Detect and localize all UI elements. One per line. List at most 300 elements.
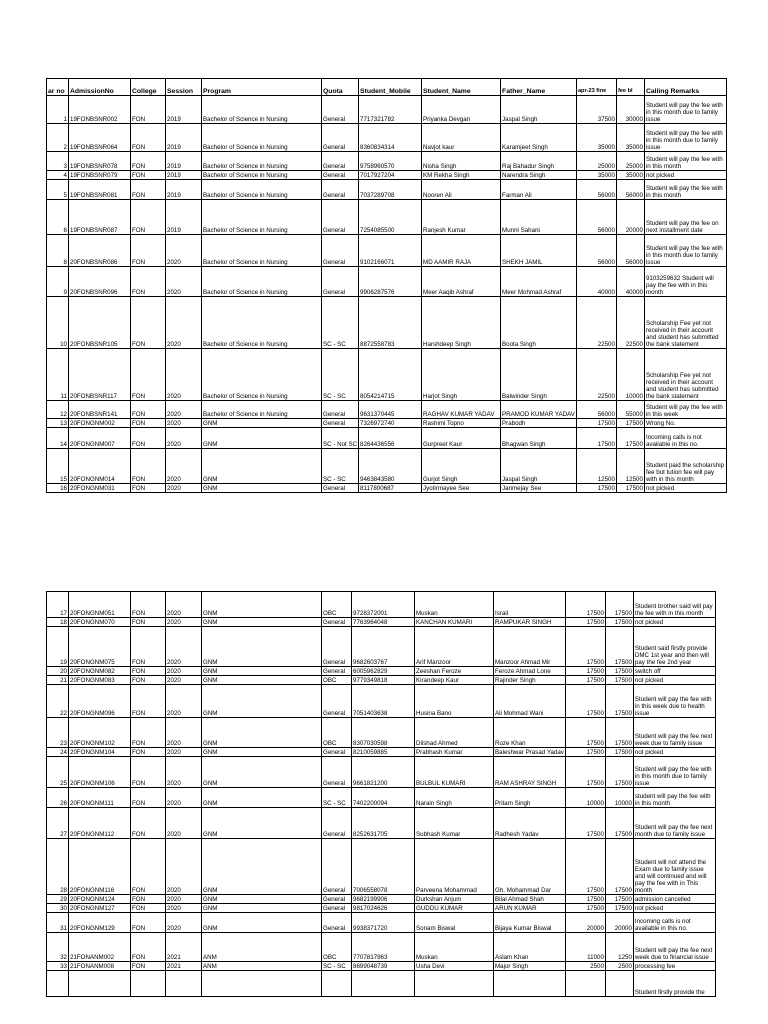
admission-no-cell: 20FONGNM129 xyxy=(69,913,131,933)
sr-no-cell: 18 xyxy=(47,618,69,627)
college-cell: FON xyxy=(131,895,166,904)
program-cell: Bachelor of Science in Nursing xyxy=(202,200,322,235)
calling-remarks-cell: admission cancelled xyxy=(633,895,715,904)
table-row xyxy=(47,676,716,685)
sr-no-cell: 3 xyxy=(47,152,69,171)
sr-no-cell: 14 xyxy=(47,428,69,449)
fee-balance-cell: 10000 xyxy=(616,349,644,401)
apr-fine-cell: 25000 xyxy=(576,152,616,171)
session-cell: 2020 xyxy=(166,685,202,718)
admission-no-cell: 19FONBSNR078 xyxy=(69,152,131,171)
mobile-cell: 8252631705 xyxy=(352,808,415,839)
admission-no-cell: 20FONGNM082 xyxy=(69,667,131,676)
mobile-cell: 9102166071 xyxy=(359,235,422,267)
college-cell: FON xyxy=(131,667,166,676)
mobile-cell: 9779349818 xyxy=(352,676,415,685)
table-row xyxy=(47,349,727,401)
admission-no-cell: 20FONGNM083 xyxy=(69,676,131,685)
header-cell: Calling Remarks xyxy=(644,79,726,96)
student-name-cell: Nooren Ali xyxy=(422,180,501,200)
program-cell: GNM xyxy=(202,913,322,933)
quota-cell: General xyxy=(322,124,359,152)
college-cell: FON xyxy=(131,757,166,788)
father-name-cell: RAM ASHRAY SINGH xyxy=(494,757,566,788)
program-cell: GNM xyxy=(202,757,322,788)
quota-cell: General xyxy=(322,748,352,757)
admission-no-cell: 20FONGNM031 xyxy=(69,484,131,493)
apr-fine-cell: 17500 xyxy=(565,627,605,667)
college-cell: FON xyxy=(131,152,166,171)
father-name-cell: Jaspal Singh xyxy=(501,449,577,484)
admission-no-cell: 20FONGNM075 xyxy=(69,627,131,667)
table-row xyxy=(47,267,727,297)
calling-remarks-cell: Student will pay the fee with in this week xyxy=(644,401,726,419)
apr-fine-cell: 20000 xyxy=(565,913,605,933)
fee-table-top xyxy=(46,78,727,493)
session-cell: 2019 xyxy=(166,180,202,200)
father-name-cell: Meer Mohmad Ashraf xyxy=(501,267,577,297)
mobile-cell: 7051403638 xyxy=(352,685,415,718)
calling-remarks-cell: Student will pay the fee next week due to financial issue xyxy=(633,933,715,962)
program-cell: GNM xyxy=(202,839,322,895)
quota-cell: SC - SC xyxy=(322,349,359,401)
table-row xyxy=(47,904,716,913)
mobile-cell: 8117800687 xyxy=(359,484,422,493)
sr-no-cell: 1 xyxy=(47,96,69,124)
quota-cell: General xyxy=(322,839,352,895)
college-cell: FON xyxy=(131,235,166,267)
quota-cell: General xyxy=(322,152,359,171)
program-cell: Bachelor of Science in Nursing xyxy=(202,349,322,401)
program-cell: GNM xyxy=(202,449,322,484)
admission-no-cell: 20FONGNM116 xyxy=(69,839,131,895)
program-cell: GNM xyxy=(202,718,322,748)
father-name-cell: Raj Bahadur Singh xyxy=(501,152,577,171)
apr-fine-cell: 10000 xyxy=(565,788,605,808)
college-cell: FON xyxy=(131,297,166,349)
session-cell: 2020 xyxy=(166,267,202,297)
apr-fine-cell: 17500 xyxy=(576,428,616,449)
quota-cell: General xyxy=(322,96,359,124)
calling-remarks-cell: Student will pay the fee with in this month due to family issue xyxy=(644,235,726,267)
father-name-cell: Manzoor Ahmad Mir xyxy=(494,627,566,667)
apr-fine-cell: 17500 xyxy=(565,685,605,718)
header-cell: apr-23 fine xyxy=(576,79,616,96)
session-cell: 2020 xyxy=(166,449,202,484)
mobile-cell: 8264436556 xyxy=(359,428,422,449)
father-name-cell: Bijaya Kumar Biswal xyxy=(494,913,566,933)
father-name-cell: Baleshwar Prasad Yadav xyxy=(495,749,564,756)
fee-balance-cell: 35000 xyxy=(616,124,644,152)
admission-no-cell: 20FONGNM051 xyxy=(69,592,131,618)
quota-cell: General xyxy=(322,757,352,788)
quota-cell: General xyxy=(322,904,352,913)
table-row xyxy=(47,171,727,180)
calling-remarks-cell: Wrong No. xyxy=(644,419,726,428)
apr-fine-cell: 17500 xyxy=(565,592,605,618)
table-row xyxy=(47,96,727,124)
fee-balance-cell: 2500 xyxy=(605,962,633,971)
sr-no-cell: 9 xyxy=(47,267,69,297)
fee-balance-cell: 1250 xyxy=(605,933,633,962)
session-cell: 2020 xyxy=(166,618,202,627)
apr-fine-cell: 17500 xyxy=(565,618,605,627)
fee-balance-cell: 55000 xyxy=(616,401,644,419)
student-name-cell: BULBUL KUMARI xyxy=(415,757,494,788)
table-row xyxy=(47,419,727,428)
father-name-cell: Prabodh xyxy=(501,419,577,428)
college-cell: FON xyxy=(131,592,166,618)
admission-no-cell: 21FONANM008 xyxy=(69,962,131,971)
fee-balance-cell: 17500 xyxy=(605,757,633,788)
program-cell: Bachelor of Science in Nursing xyxy=(202,152,322,171)
program-cell: ANM xyxy=(202,933,322,962)
sr-no-cell: 25 xyxy=(47,757,69,788)
student-name-cell: Muskan xyxy=(415,933,494,962)
quota-cell: General xyxy=(322,401,359,419)
table-row xyxy=(47,428,727,449)
session-cell: 2020 xyxy=(166,913,202,933)
college-cell: FON xyxy=(131,349,166,401)
father-name-cell: Ali Mohmad Wani xyxy=(494,685,566,718)
fee-balance-cell: 20000 xyxy=(616,200,644,235)
table-row xyxy=(47,962,716,971)
apr-fine-cell: 17500 xyxy=(565,904,605,913)
session-cell: 2020 xyxy=(166,627,202,667)
admission-no-cell: 20FONGNM014 xyxy=(69,449,131,484)
session-cell: 2019 xyxy=(166,200,202,235)
mobile-cell: 7402200094 xyxy=(352,788,415,808)
session-cell: 2020 xyxy=(166,718,202,748)
header-row xyxy=(47,79,727,96)
father-name-cell: Balwinder Singh xyxy=(501,349,577,401)
program-cell: GNM xyxy=(202,685,322,718)
session-cell: 2020 xyxy=(166,667,202,676)
session-cell: 2020 xyxy=(166,904,202,913)
student-name-cell: Durkshan Anjum xyxy=(415,895,494,904)
college-cell: FON xyxy=(131,484,166,493)
header-cell: College xyxy=(131,79,166,96)
fee-balance-cell: 17500 xyxy=(605,627,633,667)
program-cell: Bachelor of Science in Nursing xyxy=(202,235,322,267)
apr-fine-cell: 2500 xyxy=(565,962,605,971)
quota-cell: OBC xyxy=(322,718,352,748)
calling-remarks-cell: student will pay the fee with in this month xyxy=(633,788,715,808)
apr-fine-cell: 56000 xyxy=(576,180,616,200)
session-cell: 2021 xyxy=(166,933,202,962)
father-name-cell: RAMPUKAR SINGH xyxy=(494,618,566,627)
session-cell xyxy=(166,971,202,997)
quota-cell xyxy=(322,971,352,997)
mobile-cell: 9728372001 xyxy=(352,592,415,618)
father-name-cell: Aslam Khan xyxy=(494,933,566,962)
session-cell: 2020 xyxy=(166,676,202,685)
calling-remarks-cell: Student will pay the fee with in this month due to family issue xyxy=(633,757,715,788)
student-name-cell: Arif Manzoor xyxy=(415,627,494,667)
table-row xyxy=(47,971,716,997)
admission-no-cell xyxy=(69,971,131,997)
college-cell: FON xyxy=(131,904,166,913)
college-cell: FON xyxy=(131,96,166,124)
father-name-cell: ARUN KUMAR xyxy=(494,904,566,913)
program-cell: ANM xyxy=(202,962,322,971)
sr-no-cell: 6 xyxy=(47,200,69,235)
program-cell: Bachelor of Science in Nursing xyxy=(202,267,322,297)
father-name-cell: Narendra Singh xyxy=(501,171,577,180)
program-cell: GNM xyxy=(202,419,322,428)
mobile-cell: 7254085500 xyxy=(359,200,422,235)
calling-remarks-cell: Incoming calls is not available in this no. xyxy=(644,428,726,449)
fee-balance-cell: 40000 xyxy=(616,267,644,297)
apr-fine-cell: 35000 xyxy=(576,124,616,152)
college-cell: FON xyxy=(131,419,166,428)
calling-remarks-cell: Student will pay the fee on next installment date xyxy=(644,200,726,235)
father-name-cell: Rajinder Singh xyxy=(494,676,566,685)
father-name-cell: Karamjeet Singh xyxy=(501,124,577,152)
admission-no-cell: 19FONBSNR002 xyxy=(69,96,131,124)
student-name-cell: MD AAMIR RAJA xyxy=(422,235,501,267)
calling-remarks-cell: Student will pay the fee next week due to family issue xyxy=(633,718,715,748)
header-cell: AdmissionNo xyxy=(69,79,131,96)
table-row xyxy=(47,895,716,904)
calling-remarks-cell: Scholarship Fee yet not received in their account and student has submitted the bank statement xyxy=(644,349,726,401)
father-name-cell xyxy=(494,971,566,997)
mobile-cell: 9631370445 xyxy=(359,401,422,419)
quota-cell: General xyxy=(322,667,352,676)
session-cell: 2020 xyxy=(166,297,202,349)
quota-cell: OBC xyxy=(322,592,352,618)
student-name-cell: Priyanka Devgan xyxy=(422,96,501,124)
sr-no-cell: 11 xyxy=(47,349,69,401)
calling-remarks-cell: not picked xyxy=(644,171,726,180)
session-cell: 2019 xyxy=(166,124,202,152)
table-row xyxy=(47,839,716,895)
father-name-cell: Munni Sahani xyxy=(501,200,577,235)
quota-cell: SC - SC xyxy=(322,297,359,349)
student-name-cell: Zeeshan Feroze xyxy=(415,667,494,676)
student-name-cell: GUDDU KUMAR xyxy=(415,904,494,913)
table-row xyxy=(47,788,716,808)
fee-balance-cell: 17500 xyxy=(605,808,633,839)
sr-no-cell: 5 xyxy=(47,180,69,200)
table-row xyxy=(47,913,716,933)
admission-no-cell: 20FONGNM070 xyxy=(69,618,131,627)
student-name-cell: Harjot Singh xyxy=(422,349,501,401)
apr-fine-cell: 17500 xyxy=(565,676,605,685)
sr-no-cell: 12 xyxy=(47,401,69,419)
student-name-cell: Gurpreet Kaur xyxy=(422,428,501,449)
program-cell: GNM xyxy=(202,808,322,839)
quota-cell: General xyxy=(322,618,352,627)
program-cell: Bachelor of Science in Nursing xyxy=(202,297,322,349)
college-cell: FON xyxy=(131,788,166,808)
college-cell: FON xyxy=(131,933,166,962)
fee-balance-cell: 17500 xyxy=(605,592,633,618)
fee-balance-cell: 17500 xyxy=(605,904,633,913)
sr-no-cell: 10 xyxy=(47,297,69,349)
admission-no-cell: 20FONBSNR096 xyxy=(69,267,131,297)
program-cell: Bachelor of Science in Nursing xyxy=(202,124,322,152)
table-row xyxy=(47,667,716,676)
fee-balance-cell: 17500 xyxy=(616,428,644,449)
mobile-cell: 9938371720 xyxy=(352,913,415,933)
admission-no-cell: 20FONGNM096 xyxy=(69,685,131,718)
quota-cell: General xyxy=(322,808,352,839)
student-name-cell: RAGHAV KUMAR YADAV xyxy=(422,401,501,419)
table-row xyxy=(47,627,716,667)
calling-remarks-cell: Scholarship Fee yet not received in their account and student has submitted the bank statement xyxy=(644,297,726,349)
student-name-cell: Jyotirmayee See xyxy=(422,484,501,493)
fee-balance-cell: 17500 xyxy=(605,618,633,627)
mobile-cell: 9817024626 xyxy=(352,904,415,913)
student-name-cell: Meer Aaqib Ashraf xyxy=(422,267,501,297)
quota-cell: General xyxy=(322,913,352,933)
calling-remarks-cell: Student will pay the fee with in this month xyxy=(644,152,726,171)
admission-no-cell: 20FONGNM102 xyxy=(69,718,131,748)
fee-balance-cell: 56000 xyxy=(616,235,644,267)
father-name-cell: Boota Singh xyxy=(501,297,577,349)
student-name-cell: Navjot kaur xyxy=(422,124,501,152)
sr-no-cell: 29 xyxy=(47,895,69,904)
table-row xyxy=(47,401,727,419)
header-cell: ar no xyxy=(47,79,69,96)
admission-no-cell: 20FONGNM111 xyxy=(69,788,131,808)
admission-no-cell: 19FONBSNR087 xyxy=(69,200,131,235)
table-row xyxy=(47,718,716,748)
student-name-cell: Narain Singh xyxy=(415,788,494,808)
program-cell: Bachelor of Science in Nursing xyxy=(202,401,322,419)
calling-remarks-cell: Student will pay the fee next month due to family issue xyxy=(633,808,715,839)
apr-fine-cell: 35000 xyxy=(576,171,616,180)
program-cell: GNM xyxy=(202,788,322,808)
program-cell: Bachelor of Science in Nursing xyxy=(202,96,322,124)
quota-cell: General xyxy=(322,685,352,718)
quota-cell: General xyxy=(322,895,352,904)
admission-no-cell: 20FONGNM106 xyxy=(69,757,131,788)
calling-remarks-cell: not picked xyxy=(644,484,726,493)
apr-fine-cell: 17500 xyxy=(565,748,605,757)
admission-no-cell: 20FONGNM127 xyxy=(69,904,131,913)
apr-fine-cell: 17500 xyxy=(565,839,605,895)
fee-balance-cell: 10000 xyxy=(605,788,633,808)
college-cell xyxy=(131,971,166,997)
apr-fine-cell: 56000 xyxy=(576,235,616,267)
apr-fine-cell: 56000 xyxy=(576,401,616,419)
mobile-cell: 8307030598 xyxy=(352,718,415,748)
student-name-cell: Rashimi Topno xyxy=(422,419,501,428)
table-row xyxy=(47,933,716,962)
apr-fine-cell: 40000 xyxy=(576,267,616,297)
quota-cell: General xyxy=(322,419,359,428)
college-cell: FON xyxy=(131,962,166,971)
table-row xyxy=(47,592,716,618)
header-cell: Session xyxy=(166,79,202,96)
mobile-cell: 8210059885 xyxy=(352,748,415,757)
table-row xyxy=(47,808,716,839)
father-name-cell: Farman Ali xyxy=(501,180,577,200)
fee-balance-cell: 56000 xyxy=(616,180,644,200)
admission-no-cell: 19FONBSNR064 xyxy=(69,124,131,152)
session-cell: 2020 xyxy=(166,748,202,757)
college-cell: FON xyxy=(131,449,166,484)
quota-cell: General xyxy=(322,267,359,297)
father-name-cell: Bhagwan Singh xyxy=(501,428,577,449)
mobile-cell: 8054214715 xyxy=(359,349,422,401)
mobile-cell: 8872558783 xyxy=(359,297,422,349)
session-cell: 2020 xyxy=(166,839,202,895)
quota-cell: OBC xyxy=(322,676,352,685)
father-name-cell: Israil xyxy=(494,592,566,618)
quota-cell: SC - Not SC xyxy=(322,428,359,449)
session-cell: 2020 xyxy=(166,757,202,788)
mobile-cell: 8360834314 xyxy=(359,124,422,152)
admission-no-cell: 19FONBSNR081 xyxy=(69,180,131,200)
quota-cell: General xyxy=(322,200,359,235)
calling-remarks-cell: Student will pay the fee with in this month due to family issue xyxy=(644,124,726,152)
quota-cell: General xyxy=(322,235,359,267)
student-name-cell: Subhash Kumar xyxy=(415,808,494,839)
session-cell: 2020 xyxy=(166,895,202,904)
calling-remarks-cell: not picked xyxy=(633,748,715,757)
student-name-cell: Harshdeep Singh xyxy=(422,297,501,349)
sr-no-cell: 24 xyxy=(47,748,69,757)
calling-remarks-cell: Student paid the scholarship fee but tution fee will pay with in this month xyxy=(644,449,726,484)
apr-fine-cell xyxy=(565,971,605,997)
quota-cell: General xyxy=(322,180,359,200)
apr-fine-cell: 11000 xyxy=(565,933,605,962)
table-row xyxy=(47,484,727,493)
program-cell: GNM xyxy=(202,748,322,757)
session-cell: 2020 xyxy=(166,428,202,449)
college-cell: FON xyxy=(131,124,166,152)
program-cell: Bachelor of Science in Nursing xyxy=(202,180,322,200)
student-name-cell: Sonam Biswal xyxy=(415,913,494,933)
table-row xyxy=(47,200,727,235)
student-name-cell: Ranjesh Kumar xyxy=(422,200,501,235)
college-cell: FON xyxy=(131,428,166,449)
student-name-cell: Usha Devi xyxy=(415,962,494,971)
mobile-cell: 7326972740 xyxy=(359,419,422,428)
fee-balance-cell: 17500 xyxy=(605,718,633,748)
calling-remarks-cell: processing fee xyxy=(633,962,715,971)
header-cell: Program xyxy=(202,79,322,96)
session-cell: 2019 xyxy=(166,152,202,171)
college-cell: FON xyxy=(131,718,166,748)
header-cell: Father_Name xyxy=(501,79,577,96)
sr-no-cell: 4 xyxy=(47,171,69,180)
table-row xyxy=(47,152,727,171)
college-cell: FON xyxy=(131,913,166,933)
student-name-cell: KANCHAN KUMARI xyxy=(415,618,494,627)
calling-remarks-cell: 9103259632 Student will pay the fee with in this month xyxy=(644,267,726,297)
quota-cell: General xyxy=(322,484,359,493)
student-name-cell: KM Rekha Singh xyxy=(422,171,501,180)
header-cell: fee bl xyxy=(616,79,644,96)
apr-fine-cell: 17500 xyxy=(565,667,605,676)
session-cell: 2021 xyxy=(166,962,202,971)
father-name-cell: PRAMOD KUMAR YADAV xyxy=(501,401,577,419)
admission-no-cell: 20FONGNM124 xyxy=(69,895,131,904)
table-row xyxy=(47,618,716,627)
college-cell: FON xyxy=(131,808,166,839)
program-cell: GNM xyxy=(202,618,322,627)
fee-balance-cell: 17500 xyxy=(605,676,633,685)
fee-table-bottom xyxy=(46,591,716,997)
student-name-cell: Husina Bano xyxy=(415,685,494,718)
student-name-cell: Dilshad Ahmed xyxy=(415,718,494,748)
father-name-cell: Feroze Ahmad Lone xyxy=(494,667,566,676)
sr-no-cell: 16 xyxy=(47,484,69,493)
